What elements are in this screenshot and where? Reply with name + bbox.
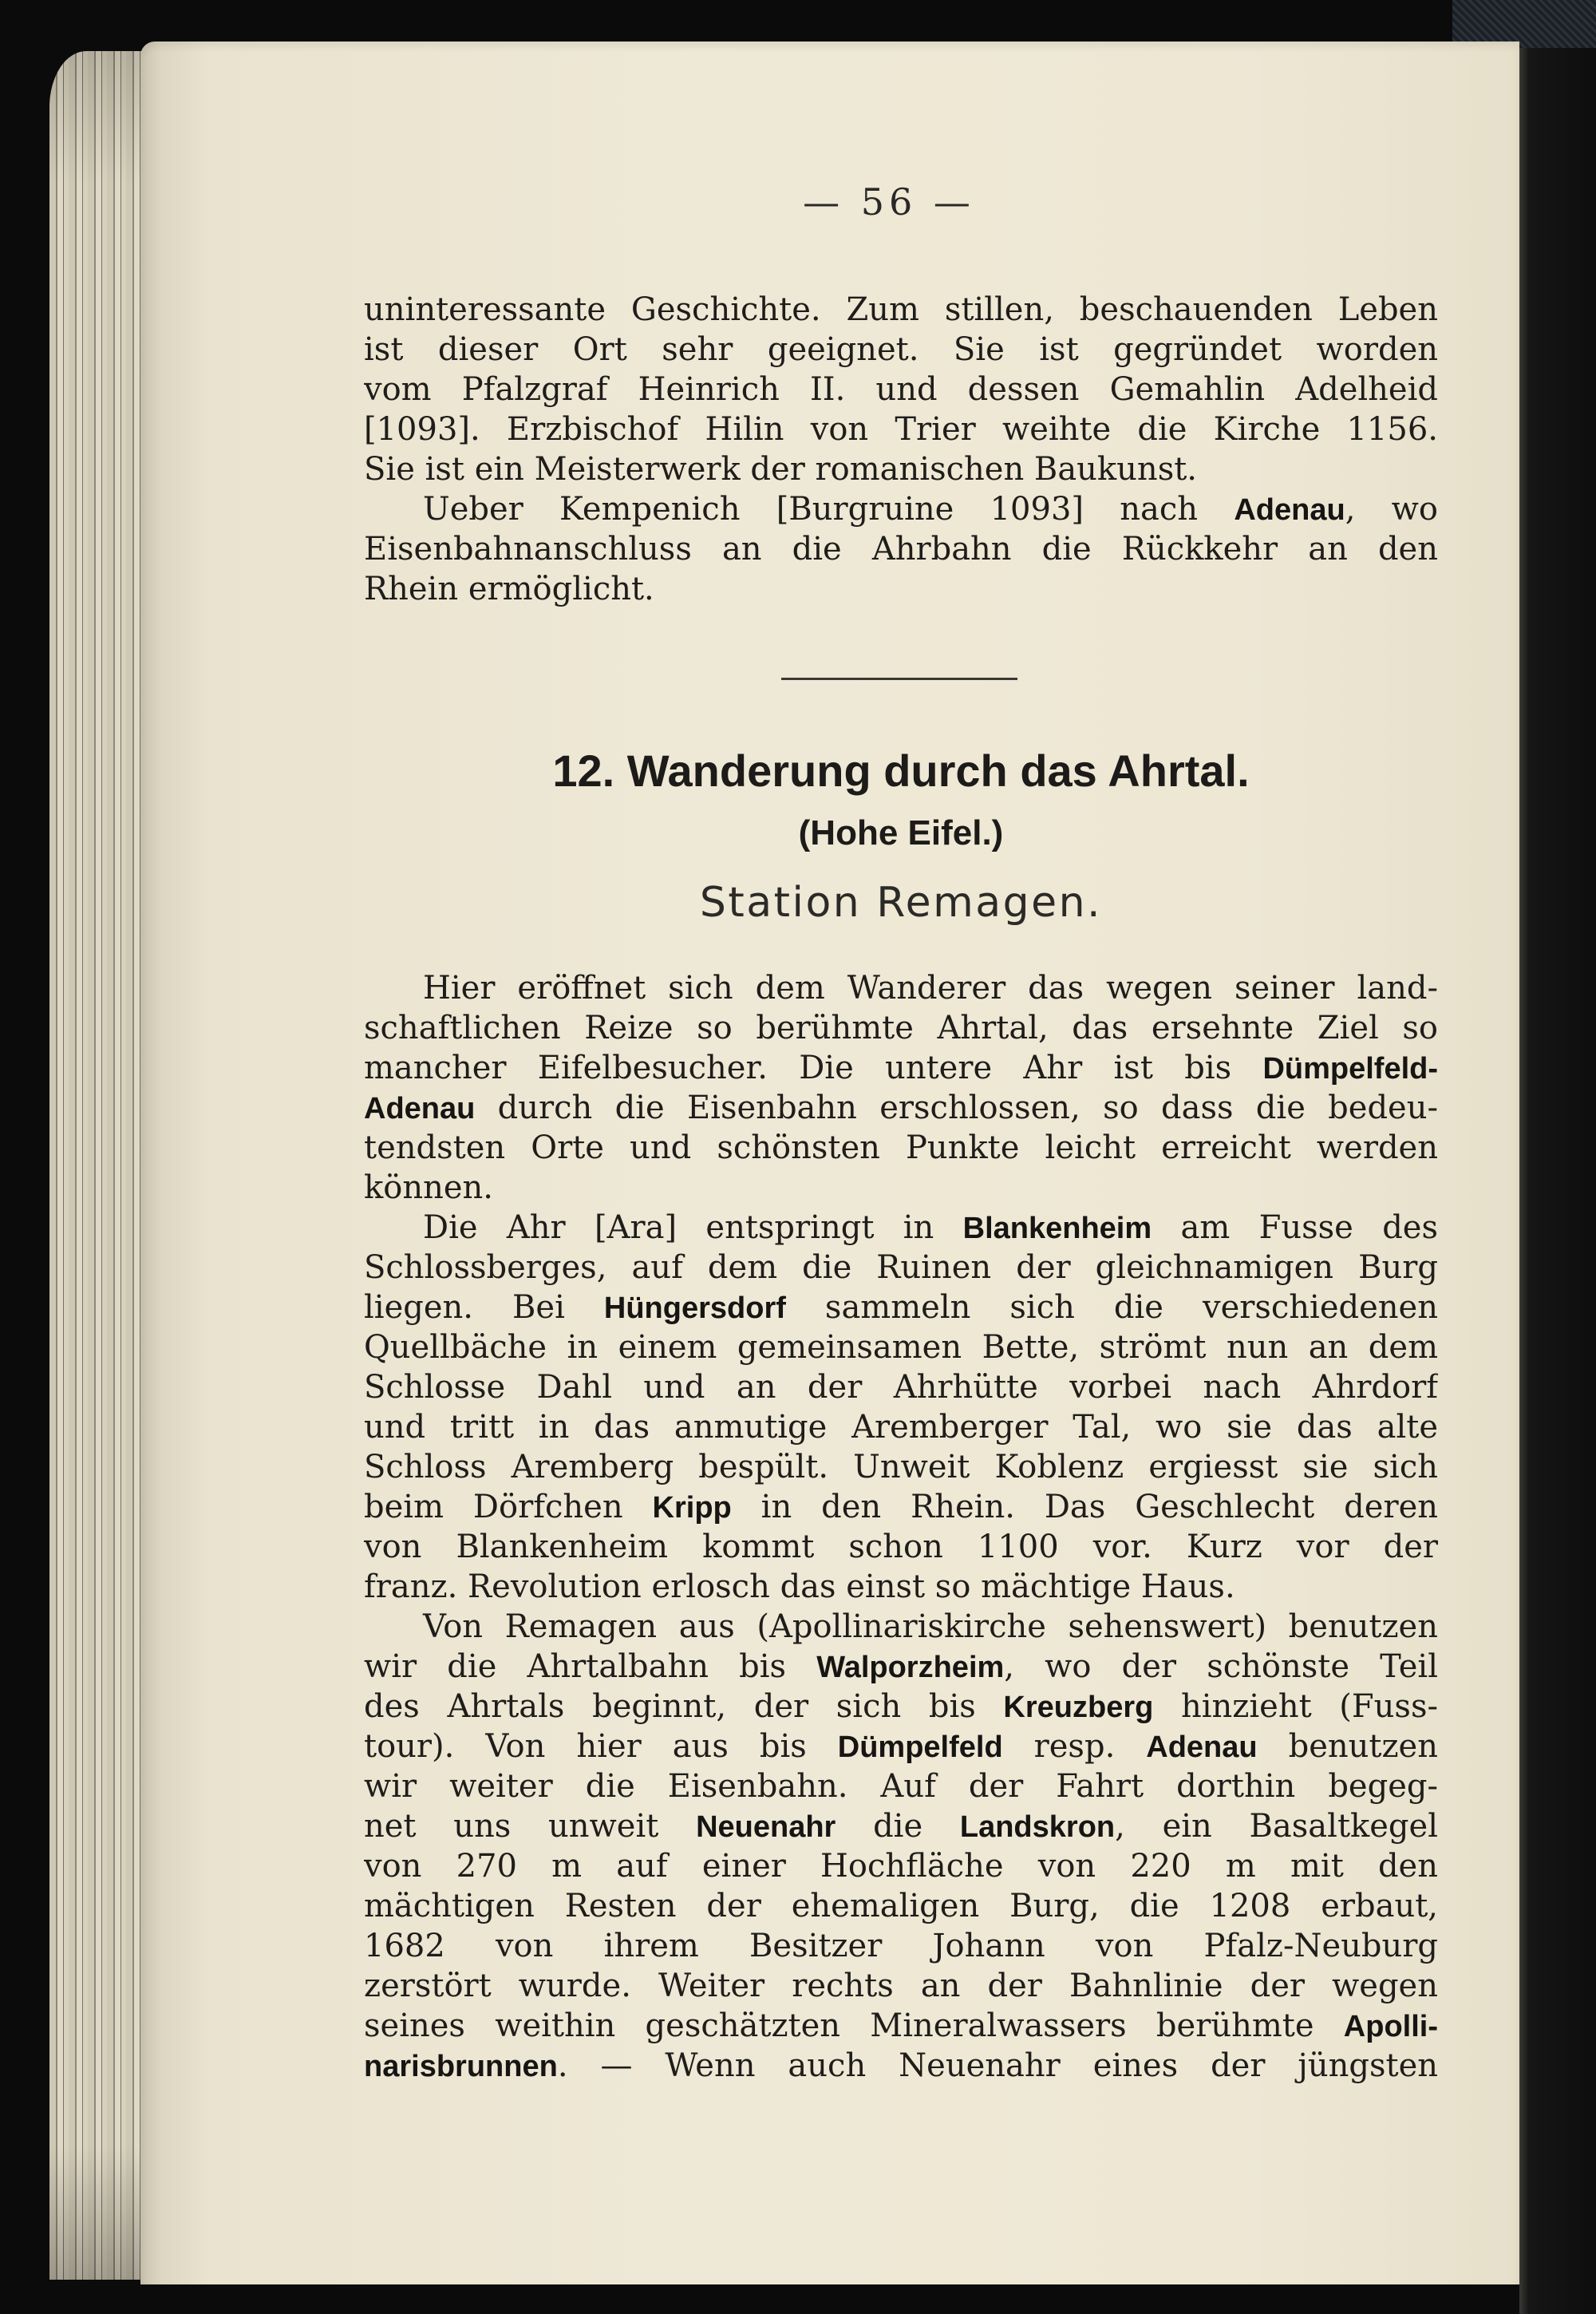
text-run: Eisenbahnanschluss an die Ahrbahn die Rückkehr an den: [364, 531, 1438, 568]
text-run: resp.: [1002, 1728, 1147, 1765]
text-run: . — Wenn auch Neuenahr eines der jüngsten: [557, 2047, 1438, 2084]
section-divider: [781, 678, 1017, 680]
bold-place-name: Dümpelfeld-: [1262, 1052, 1438, 1086]
text-run: zerstört wurde. Weiter rechts an der Bahnlinie der wegen: [364, 1968, 1438, 2004]
book-binding-edge: [1519, 48, 1596, 2314]
text-run: seines weithin geschätzten Mineralwassers berühmte: [364, 2007, 1344, 2044]
text-run: des Ahrtals beginnt, der sich bis: [364, 1688, 1004, 1725]
paragraph: [364, 968, 1438, 1208]
text-run: tendsten Orte und schönsten Punkte leicht erreicht werden: [364, 1129, 1438, 1166]
text-run: Sie ist ein Meisterwerk der romanischen Baukunst.: [364, 451, 1198, 488]
text-run: wir die Ahrtalbahn bis: [364, 1648, 817, 1685]
page-number: — 56 —: [803, 180, 975, 223]
bold-place-name: Hüngersdorf: [603, 1291, 786, 1325]
text-run: von Blankenheim kommt schon 1100 vor. Kurz vor der: [364, 1529, 1438, 1565]
text-run: vom Pfalzgraf Heinrich II. und dessen Gemahlin Adelheid: [364, 371, 1438, 408]
text-line: [364, 1966, 1438, 2006]
text-line: [364, 1886, 1438, 1926]
text-run: in den Rhein. Das Geschlecht deren: [731, 1489, 1438, 1525]
text-run: beim Dörfchen: [364, 1489, 653, 1525]
text-run: ist dieser Ort sehr geeignet. Sie ist gegründet worden: [364, 331, 1438, 368]
text-line: [364, 1647, 1438, 1687]
text-run: schaftlichen Reize so berühmte Ahrtal, das ersehnte Ziel so: [364, 1010, 1438, 1046]
text-line: [364, 330, 1438, 370]
text-run: und tritt in das anmutige Aremberger Tal, wo sie das alte: [364, 1409, 1438, 1446]
text-run: Schlosse Dahl und an der Ahrhütte vorbei nach Ahrdorf: [364, 1369, 1438, 1406]
text-run: Schloss Aremberg bespült. Unweit Koblenz ergiesst sie sich: [364, 1449, 1438, 1485]
text-line: [364, 1327, 1438, 1367]
text-line: [364, 489, 1438, 529]
text-line: [364, 1567, 1438, 1607]
text-line: [364, 1248, 1438, 1288]
paragraph: [364, 489, 1438, 609]
bold-place-name: Landskron: [959, 1810, 1116, 1844]
text-run: die: [836, 1808, 960, 1845]
text-line: [364, 1846, 1438, 1886]
text-run: mächtigen Resten der ehemaligen Burg, die 1208 erbaut,: [364, 1888, 1438, 1924]
text-line: [364, 529, 1438, 569]
section-heading: 12. Wanderung durch das Ahrtal.: [552, 746, 1250, 796]
bold-place-name: Adenau: [364, 1092, 476, 1125]
text-line: [364, 2046, 1438, 2086]
text-line: [364, 1168, 1438, 1208]
text-run: , wo: [1345, 491, 1438, 528]
bold-place-name: Kripp: [652, 1491, 732, 1525]
text-line: [364, 290, 1438, 330]
text-run: , ein Basaltkegel: [1115, 1808, 1438, 1845]
text-line: [364, 1926, 1438, 1966]
text-line: [364, 370, 1438, 409]
bold-place-name: Blankenheim: [962, 1212, 1152, 1245]
section-subtitle: (Hohe Eifel.): [798, 813, 1004, 852]
text-line: [364, 1687, 1438, 1727]
section-body: [364, 968, 1438, 2086]
text-run: liegen. Bei: [364, 1289, 604, 1326]
text-line: [364, 1048, 1438, 1088]
text-run: können.: [364, 1169, 493, 1206]
text-run: hinzieht (Fuss-: [1153, 1688, 1438, 1725]
text-line: [364, 1727, 1438, 1766]
station-heading: Station Remagen.: [699, 879, 1103, 927]
text-run: 1682 von ihrem Besitzer Johann von Pfalz-Neuburg: [364, 1928, 1438, 1964]
text-line: [364, 968, 1438, 1008]
text-run: sammeln sich die verschiedenen: [785, 1289, 1438, 1326]
text-run: von 270 m auf einer Hochfläche von 220 m mit den: [364, 1848, 1438, 1885]
text-line: [364, 1487, 1438, 1527]
text-line: [364, 1407, 1438, 1447]
text-run: Hier eröffnet sich dem Wanderer das wegen seiner land-: [423, 970, 1438, 1007]
bold-place-name: narisbrunnen: [364, 2050, 558, 2083]
text-run: tour). Von hier aus bis: [364, 1728, 838, 1765]
text-line: [364, 1607, 1438, 1647]
text-run: uninteressante Geschichte. Zum stillen, beschauenden Leben: [364, 291, 1438, 328]
text-line: [364, 1527, 1438, 1567]
text-line: [364, 1008, 1438, 1048]
text-line: [364, 1208, 1438, 1248]
bold-place-name: Kreuzberg: [1003, 1691, 1154, 1724]
paragraph: [364, 1208, 1438, 1607]
text-line: [364, 409, 1438, 449]
text-run: mancher Eifelbesucher. Die untere Ahr ist bis: [364, 1050, 1263, 1086]
bold-place-name: Neuenahr: [696, 1810, 836, 1844]
text-run: [1093]. Erzbischof Hilin von Trier weihte die Kirche 1156.: [364, 411, 1438, 448]
text-run: am Fusse des: [1152, 1209, 1438, 1246]
bold-place-name: Walporzheim: [816, 1651, 1005, 1684]
bold-place-name: Adenau: [1146, 1731, 1258, 1764]
text-run: durch die Eisenbahn erschlossen, so dass die bedeu-: [475, 1090, 1438, 1126]
paragraph: [364, 1607, 1438, 2086]
text-run: franz. Revolution erlosch das einst so mächtige Haus.: [364, 1568, 1235, 1605]
bold-place-name: Apolli-: [1343, 2010, 1438, 2043]
text-line: [364, 1447, 1438, 1487]
text-run: Die Ahr [Ara] entspringt in: [423, 1209, 963, 1246]
text-line: [364, 569, 1438, 609]
bold-place-name: Adenau: [1234, 493, 1345, 527]
text-line: [364, 1367, 1438, 1407]
text-run: Schlossberges, auf dem die Ruinen der gleichnamigen Burg: [364, 1249, 1438, 1286]
bold-place-name: Dümpelfeld: [837, 1731, 1003, 1764]
text-run: Quellbäche in einem gemeinsamen Bette, strömt nun an dem: [364, 1329, 1438, 1366]
intro-text: [364, 290, 1438, 609]
text-run: Ueber Kempenich [Burgruine 1093] nach: [423, 491, 1235, 528]
text-run: wir weiter die Eisenbahn. Auf der Fahrt dorthin begeg-: [364, 1768, 1438, 1805]
text-run: , wo der schönste Teil: [1004, 1648, 1438, 1685]
text-line: [364, 449, 1438, 489]
text-line: [364, 1088, 1438, 1128]
text-run: net uns unweit: [364, 1808, 697, 1845]
text-line: [364, 2006, 1438, 2046]
text-line: [364, 1766, 1438, 1806]
text-line: [364, 1806, 1438, 1846]
paragraph: [364, 290, 1438, 489]
text-line: [364, 1128, 1438, 1168]
text-run: Von Remagen aus (Apollinariskirche sehenswert) benutzen: [423, 1608, 1438, 1645]
text-run: Rhein ermöglicht.: [364, 571, 654, 607]
text-run: benutzen: [1257, 1728, 1438, 1765]
text-line: [364, 1288, 1438, 1327]
